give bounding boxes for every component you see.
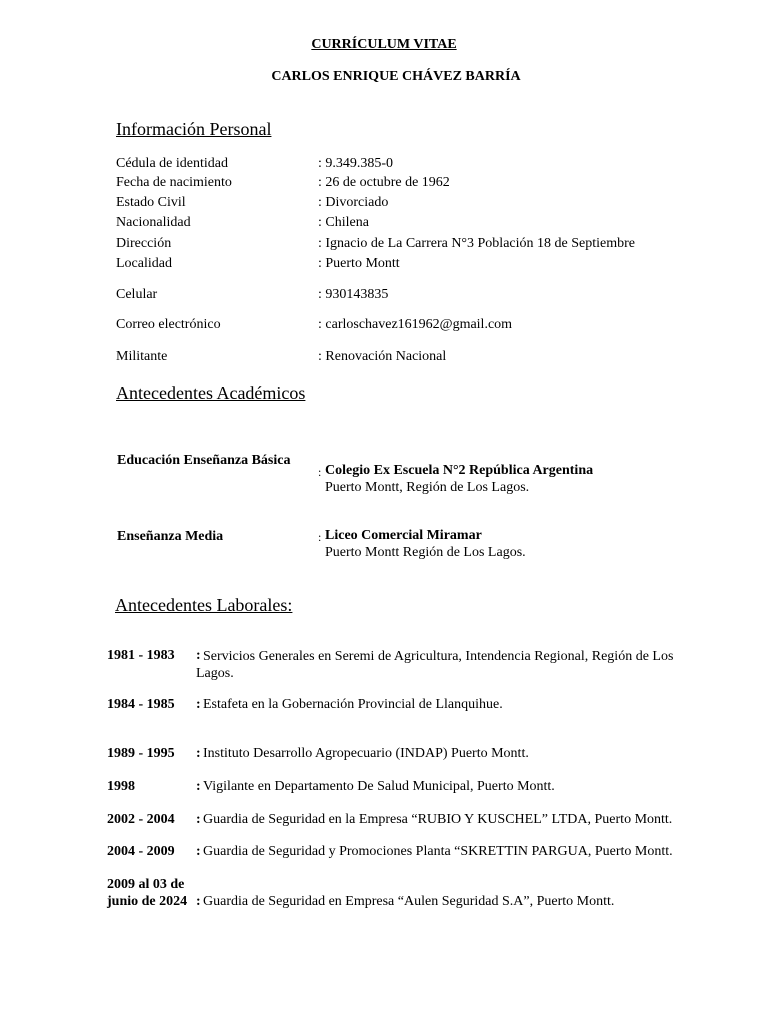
personal-value: : 26 de octubre de 1962 <box>318 175 450 190</box>
work-colon: : <box>196 779 201 794</box>
personal-label: Militante <box>116 349 168 364</box>
academic-place: Puerto Montt Región de Los Lagos. <box>325 545 526 560</box>
work-years: 1989 - 1995 <box>107 746 175 761</box>
work-description: Vigilante en Departamento De Salud Municipal, Puerto Montt. <box>203 779 555 794</box>
personal-label: Estado Civil <box>116 195 186 210</box>
personal-label: Cédula de identidad <box>116 156 228 171</box>
work-colon: : <box>196 894 201 909</box>
section-heading-personal: Información Personal <box>116 119 272 139</box>
academic-colon: : <box>318 465 322 479</box>
academic-school: Colegio Ex Escuela N°2 República Argentina <box>325 463 594 478</box>
person-name: CARLOS ENRIQUE CHÁVEZ BARRÍA <box>271 69 521 84</box>
work-years: junio de 2024 <box>107 894 188 909</box>
personal-label: Nacionalidad <box>116 215 191 230</box>
academic-place: Puerto Montt, Región de Los Lagos. <box>325 480 530 495</box>
personal-value: : 9.349.385-0 <box>318 156 394 171</box>
work-description: Guardia de Seguridad y Promociones Planta “SKRETTIN PARGUA, Puerto Montt. <box>203 844 673 859</box>
work-colon: : <box>196 844 201 859</box>
academic-level: Educación Enseñanza Básica <box>117 453 291 468</box>
personal-value: : Chilena <box>318 215 369 230</box>
work-description: Instituto Desarrollo Agropecuario (INDAP) Puerto Montt. <box>203 746 529 761</box>
personal-label: Dirección <box>116 236 172 251</box>
personal-value: : 930143835 <box>318 287 389 302</box>
personal-value: : Puerto Montt <box>318 256 400 271</box>
personal-label: Celular <box>116 287 158 302</box>
work-description: Guardia de Seguridad en Empresa “Aulen Seguridad S.A”, Puerto Montt. <box>203 894 615 909</box>
work-colon: : <box>196 648 201 663</box>
personal-label: Fecha de nacimiento <box>116 175 232 190</box>
work-years: 2002 - 2004 <box>107 812 175 827</box>
personal-label: Localidad <box>116 256 172 271</box>
personal-label: Correo electrónico <box>116 317 221 332</box>
work-colon: : <box>196 812 201 827</box>
work-years: 1998 <box>107 779 135 794</box>
academic-colon: : <box>318 530 322 544</box>
personal-value: : Divorciado <box>318 195 389 210</box>
work-description: Servicios Generales en Seremi de Agricultura, Intendencia Regional, Región de Los Lagos. <box>196 649 674 681</box>
personal-value: : Renovación Nacional <box>318 349 447 364</box>
document-title: CURRÍCULUM VITAE <box>311 37 457 52</box>
work-years: 1981 - 1983 <box>107 648 175 663</box>
section-heading-academic: Antecedentes Académicos <box>116 383 306 403</box>
work-years: 2009 al 03 de <box>107 877 185 892</box>
work-years: 1984 - 1985 <box>107 697 175 712</box>
work-description: Estafeta en la Gobernación Provincial de Llanquihue. <box>203 697 503 712</box>
personal-value: : Ignacio de La Carrera N°3 Población 18 de Septiembre <box>318 236 635 251</box>
work-colon: : <box>196 697 201 712</box>
work-years: 2004 - 2009 <box>107 844 175 859</box>
work-description: Guardia de Seguridad en la Empresa “RUBIO Y KUSCHEL” LTDA, Puerto Montt. <box>203 812 673 827</box>
section-heading-work: Antecedentes Laborales: <box>115 595 293 615</box>
personal-value: : carloschavez161962@gmail.com <box>318 317 513 332</box>
academic-level: Enseñanza Media <box>117 529 224 544</box>
academic-school: Liceo Comercial Miramar <box>325 528 482 543</box>
work-colon: : <box>196 746 201 761</box>
